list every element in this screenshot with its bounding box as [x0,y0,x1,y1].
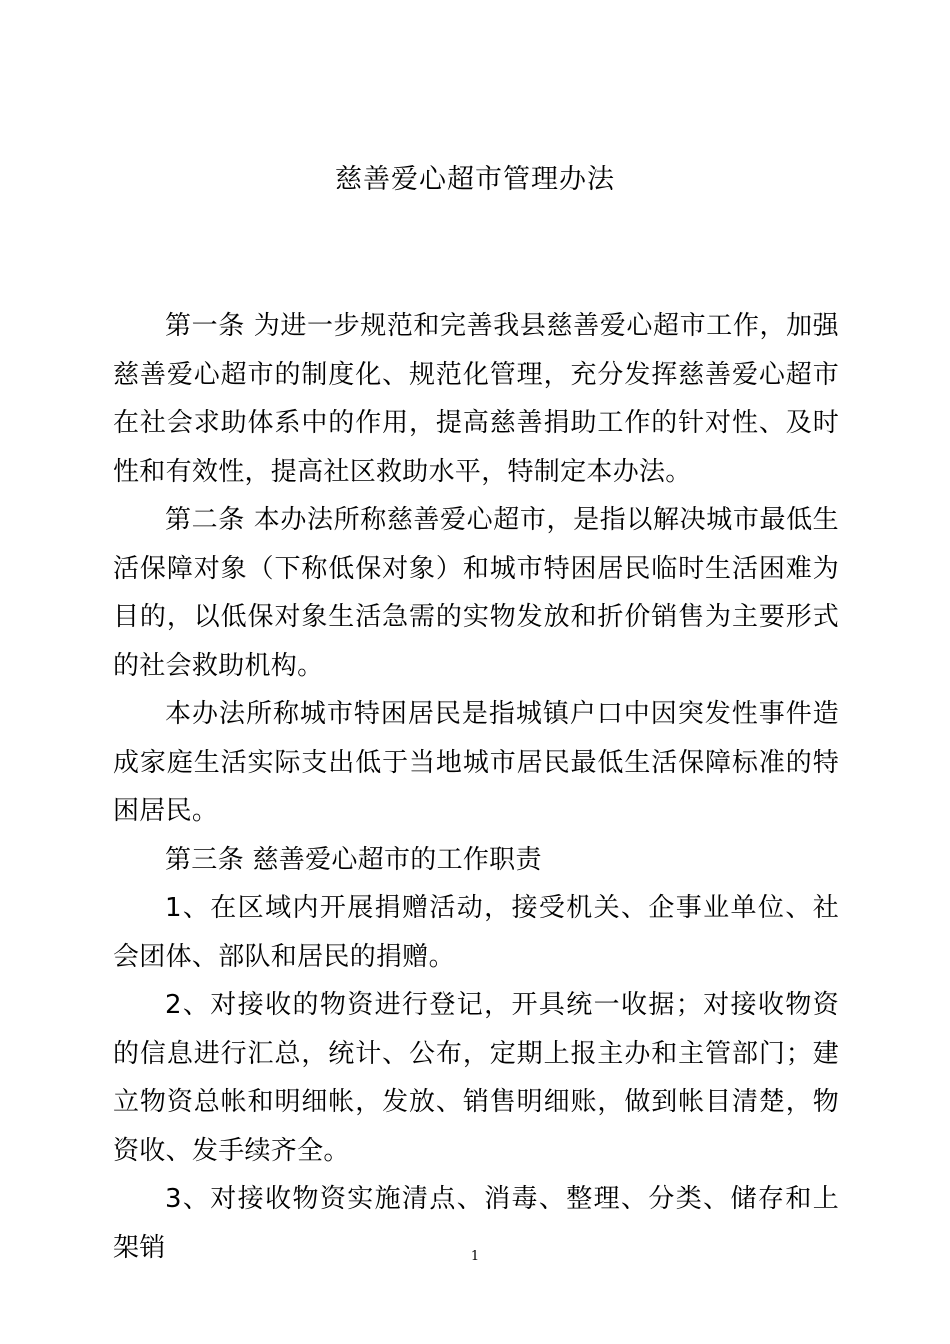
paragraph-article-1: 第一条 为进一步规范和完善我县慈善爱心超市工作，加强慈善爱心超市的制度化、规范化管理，充分发挥慈善爱心超市在社会求助体系中的作用，提高慈善捐助工作的针对性、及时性和有效性，提高社区救助水平，特制定本办法。 [113,311,839,487]
document-title: 慈善爱心超市管理办法 [335,164,615,195]
paragraph-duty-1: 1、在区域内开展捐赠活动，接受机关、企事业单位、社会团体、部队和居民的捐赠。 [113,893,839,972]
paragraph-article-3-heading: 第三条 慈善爱心超市的工作职责 [165,844,542,875]
page-number: 1 [470,1249,480,1264]
document-body [113,302,839,1272]
paragraph-article-2: 第二条 本办法所称慈善爱心超市，是指以解决城市最低生活保障对象（下称低保对象）和城市特困居民临时生活困难为目的，以低保对象生活急需的实物发放和折价销售为主要形式的社会救助机构。 [113,505,839,681]
paragraph-duty-2: 2、对接收的物资进行登记，开具统一收据；对接收物资的信息进行汇总，统计、公布，定期上报主办和主管部门；建立物资总帐和明细帐，发放、销售明细账，做到帐目清楚，物资收、发手续齐全。 [113,990,839,1166]
paragraph-duty-3: 3、对接收物资实施清点、消毒、整理、分类、储存和上架销 [113,1184,839,1263]
paragraph-special-residents: 本办法所称城市特困居民是指城镇户口中因突发性事件造成家庭生活实际支出低于当地城市居民最低生活保障标准的特困居民。 [113,699,839,826]
